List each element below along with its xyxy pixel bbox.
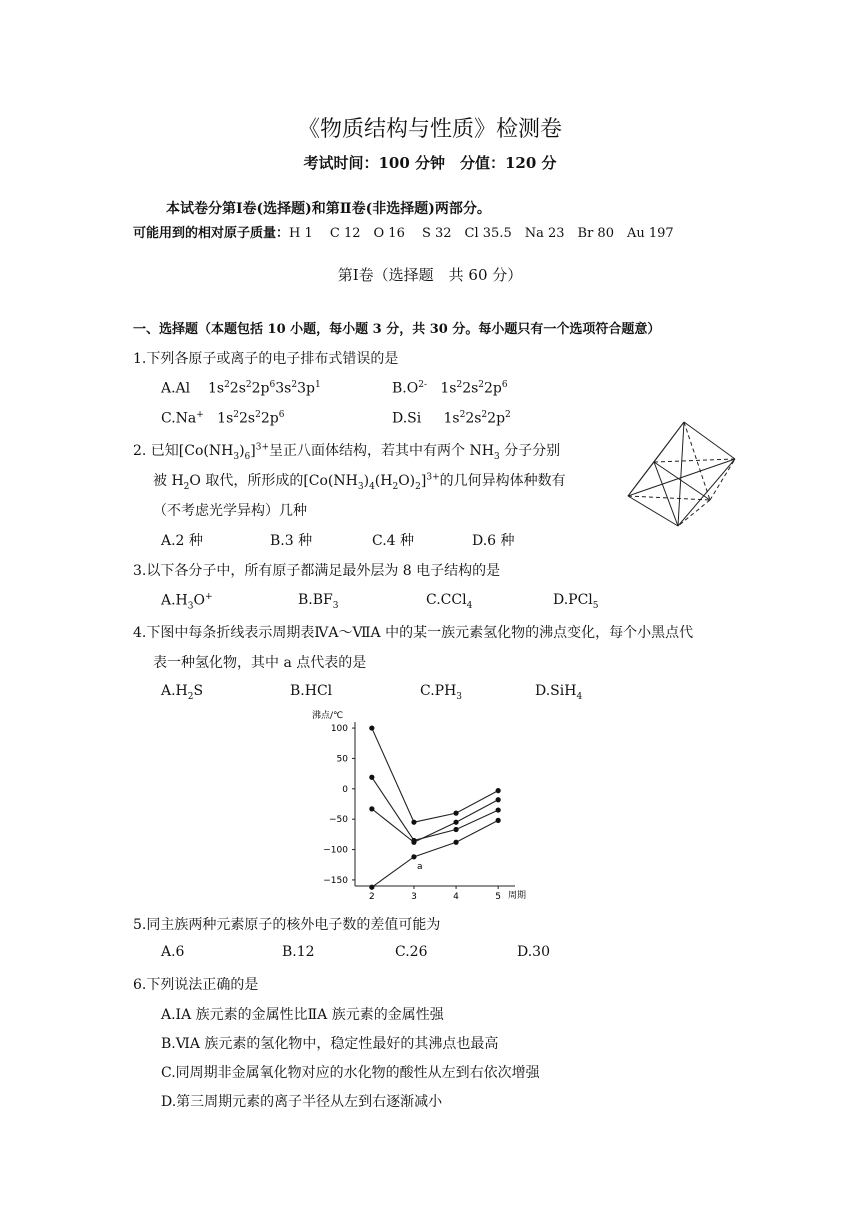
q2-line2-f: 的几何异构体种数有 (439, 473, 566, 489)
atomic-masses-label: 可能用到的相对原子质量： (133, 226, 290, 241)
q4-a-label: A.H (161, 683, 188, 699)
intro-text: 本试卷分第Ⅰ卷(选择题)和第Ⅱ卷(非选择题)两部分。 (166, 201, 491, 217)
q4-line2: 表一种氢化物，其中 a 点代表的是 (153, 655, 367, 671)
q3-a-label: A.H (161, 592, 188, 609)
q2-line2-e: ] (420, 473, 427, 489)
chart-y-tick-label: 0 (342, 784, 348, 795)
chart-y-tick-label: −150 (323, 875, 348, 886)
chart-point (369, 725, 374, 730)
chart-point (411, 840, 416, 845)
chart-x-tick-label: 3 (411, 892, 417, 902)
chart-x-tick-label: 5 (495, 892, 502, 902)
q1-option-d: D.Si $1s^22s^22p^2$ (392, 410, 511, 427)
q6-option-c: C.同周期非金属氧化物对应的水化物的酸性从左到右依次增强 (161, 1065, 540, 1081)
q6-option-b: B.ⅥA 族元素的氢化物中，稳定性最好的其沸点也最高 (161, 1036, 499, 1052)
q4-option-a: $A.H_2S$ (161, 683, 204, 702)
q3-a-rest: O (193, 592, 205, 609)
chart-point (369, 885, 374, 890)
atomic-masses-values: H 1 C 12 O 16 S 32 Cl 35.5 Na 23 Br 80 Au 197 (289, 226, 674, 241)
q3-option-d: D.PCl$_5$ (553, 592, 599, 611)
chart-annotation-a: a (416, 861, 423, 872)
chart-series-line (372, 728, 498, 822)
q2-text-2: ) (239, 443, 245, 459)
q4-d-label: D.SiH (535, 683, 577, 699)
q2-text-4: 分子分别 (499, 443, 561, 459)
chart-point (411, 854, 416, 859)
q4-line1: 4.下图中每条折线表示周期表ⅣA～ⅦA 中的某一族元素氢化物的沸点变化，每个小黑点代 (133, 625, 694, 641)
chart-series (369, 725, 501, 889)
q6-stem: 6.下列说法正确的是 (133, 977, 259, 993)
q2-option-d: D.6 种 (472, 533, 515, 549)
chart-point (369, 806, 374, 811)
q4-option-c: $C.PH_3$ (420, 683, 463, 702)
q1-option-a: A.Al $1s^22s^22p^63s^23p^1$ (161, 380, 321, 397)
q1-b-charge: 2- (418, 380, 427, 390)
q2-line2-c: (H (374, 473, 393, 489)
q4-option-d: D.SiH$_4$ (535, 683, 583, 702)
q4-option-b: B.HCl (290, 683, 333, 699)
q3-option-c: C.CCl$_4$ (426, 592, 473, 611)
chart-point (411, 820, 416, 825)
q5-option-c: C.26 (395, 944, 428, 960)
chart-series-line (372, 820, 498, 887)
octahedron-figure (620, 418, 742, 530)
q5-option-b: B.12 (282, 944, 315, 960)
q2-option-b: B.3 种 (270, 533, 313, 549)
q2-text-1: 2. 已知[Co(NH (133, 443, 234, 459)
q3-stem: 3.以下各分子中，所有原子都满足最外层为 8 电子结构的是 (133, 563, 501, 579)
q2-line2-a: 被 H (153, 473, 184, 489)
q4-c-label: C.PH (420, 683, 457, 699)
q2-option-c: C.4 种 (372, 533, 415, 549)
chart-point (369, 775, 374, 780)
q1-stem: 1.下列各原子或离子的电子排布式错误的是 (133, 351, 399, 367)
q3-b-label: B.BF (298, 592, 333, 608)
q3-c-label: C.CCl (426, 592, 467, 608)
chart-x-label: 周期 (508, 891, 527, 901)
q3-option-a: $A.H_3O^+$ (161, 592, 213, 612)
chart-y-tick-label: 50 (336, 754, 348, 765)
chart-point (496, 797, 501, 802)
chart-axes (323, 722, 515, 902)
chart-point (496, 818, 501, 823)
q2-line2-d: O) (398, 473, 416, 489)
chart-point (496, 807, 501, 812)
chart-point (453, 820, 458, 825)
chart-series-line (372, 777, 498, 840)
chart-point (453, 827, 458, 832)
q5-stem: 5.同主族两种元素原子的核外电子数的差值可能为 (133, 917, 441, 933)
q1-b-label: B.O (392, 380, 419, 397)
q2-stem-line3: （不考虑光学异构）几种 (153, 503, 307, 519)
part1-title: 第Ⅰ卷（选择题 共 60 分） (337, 266, 523, 284)
chart-point (496, 788, 501, 793)
chart-x-tick-label: 2 (368, 892, 375, 902)
q5-option-d: D.30 (517, 944, 550, 960)
q1-option-b: $B.O^{2-}$ $1s^22s^22p^6$ (392, 380, 508, 397)
chart-x-tick-label: 4 (453, 892, 459, 902)
chart-y-tick-label: −100 (323, 845, 348, 856)
q2-stem-line1: 2. 已知$[Co(NH_3)_6]^{3+}$呈正八面体结构，若其中有两个 $NH_3$ 分子分别 (133, 442, 561, 462)
q5-option-a: A.6 (161, 944, 185, 960)
q6-option-a: A.ⅠA 族元素的金属性比ⅡA 族元素的金属性强 (161, 1007, 444, 1023)
page-title: 《物质结构与性质》检测卷 (297, 117, 562, 142)
chart-point (453, 811, 458, 816)
q4-a-rest: S (193, 683, 204, 699)
q2-line2-b: O 取代，所形成的[Co(NH (189, 473, 358, 489)
q1-c-charge: + (196, 410, 204, 420)
chart-y-label: 沸点/℃ (312, 711, 344, 721)
q2-text-3: 呈正八面体结构，若其中有两个 NH (269, 443, 494, 459)
exam-info: 考试时间：100 分钟 分值：120 分 (303, 154, 557, 172)
q1-d-label: D.Si (392, 410, 422, 427)
atomic-masses (133, 222, 674, 241)
chart-point (453, 840, 458, 845)
chart-y-tick-label: 100 (330, 724, 348, 735)
q2-option-a: A.2 种 (161, 533, 203, 549)
q1-option-c: C.Na+ $1s^22s^22p^6$ (161, 410, 285, 427)
q3-d-label: D.PCl (553, 592, 593, 608)
q1-c-label: C.Na (161, 410, 197, 427)
q2-stem-line2: 被 $H_2O$ 取代，所形成的$[Co(NH_3)_4(H_2O)_2]^{3+}$的几何异构体种数有 (153, 472, 566, 492)
chart-y-tick-label: −50 (329, 815, 348, 826)
boiling-point-chart (300, 708, 540, 904)
q3-option-b: $B.BF_3$ (298, 592, 339, 611)
section1-heading: 一、选择题（本题包括 10 小题，每小题 3 分，共 30 分。每小题只有一个选项符合题意） (133, 322, 661, 337)
q6-option-d: D.第三周期元素的离子半径从左到右逐渐减小 (161, 1094, 443, 1110)
q1-a-label: A.Al (161, 380, 191, 397)
